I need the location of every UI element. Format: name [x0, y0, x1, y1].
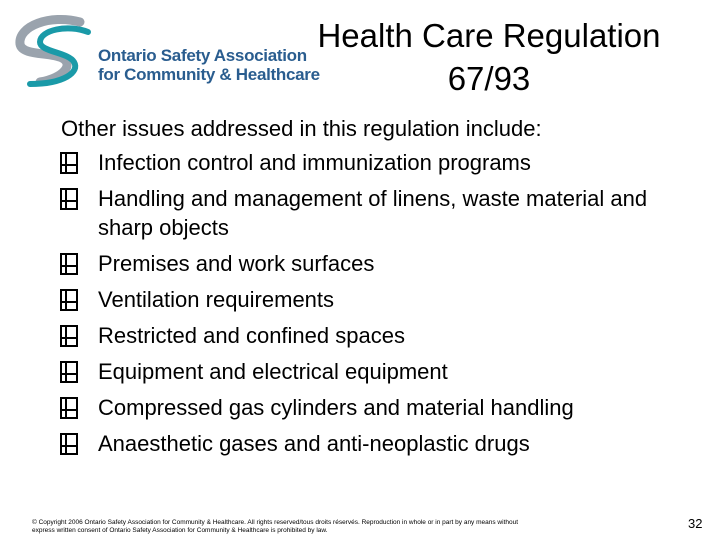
slide-title	[296, 14, 682, 100]
title-line-2: 67/93	[447, 60, 531, 97]
bullet-text: Anaesthetic gases and anti-neoplastic drugs	[98, 431, 530, 456]
title-line-1: Health Care Regulation	[317, 17, 661, 54]
bullet-item	[58, 393, 668, 422]
page-number: 32	[688, 516, 703, 531]
bullet-text: Infection control and immunization programs	[98, 150, 531, 175]
bullet-item	[58, 357, 668, 386]
footer-line-1: © Copyright 2006 Ontario Safety Association for Community & Healthcare. All rights reserved/tous droits réservés. Reproduction in whole or in part by any means without	[32, 519, 519, 526]
bullet-text: Restricted and confined spaces	[98, 323, 405, 348]
bullet-item	[58, 249, 668, 278]
list-checkbox-icon	[58, 324, 80, 348]
bullet-text: Equipment and electrical equipment	[98, 359, 448, 384]
bullet-item	[58, 321, 668, 350]
list-checkbox-icon	[58, 360, 80, 384]
footer-line-2: express written consent of Ontario Safety Association for Community & Healthcare is prohibited by law.	[32, 527, 328, 534]
logo-line-2: for Community & Healthcare	[98, 65, 320, 84]
swoosh-logo-icon	[10, 12, 102, 90]
logo-text	[98, 46, 320, 84]
bullet-text: Premises and work surfaces	[98, 251, 375, 276]
list-checkbox-icon	[58, 396, 80, 420]
bullet-item	[58, 285, 668, 314]
list-checkbox-icon	[58, 252, 80, 276]
list-checkbox-icon	[58, 288, 80, 312]
intro-text: Other issues addressed in this regulation include:	[61, 116, 542, 141]
list-checkbox-icon	[58, 187, 80, 211]
list-checkbox-icon	[58, 151, 80, 175]
bullet-item	[58, 148, 668, 177]
copyright-footer	[32, 519, 658, 535]
bullet-list	[58, 148, 668, 465]
bullet-item	[58, 184, 668, 242]
osach-logo	[10, 12, 320, 90]
bullet-text: Compressed gas cylinders and material handling	[98, 395, 574, 420]
bullet-text: Handling and management of linens, waste material and sharp objects	[98, 186, 648, 240]
list-checkbox-icon	[58, 432, 80, 456]
logo-line-1: Ontario Safety Association	[98, 46, 307, 65]
bullet-text: Ventilation requirements	[98, 287, 335, 312]
bullet-item	[58, 429, 668, 458]
